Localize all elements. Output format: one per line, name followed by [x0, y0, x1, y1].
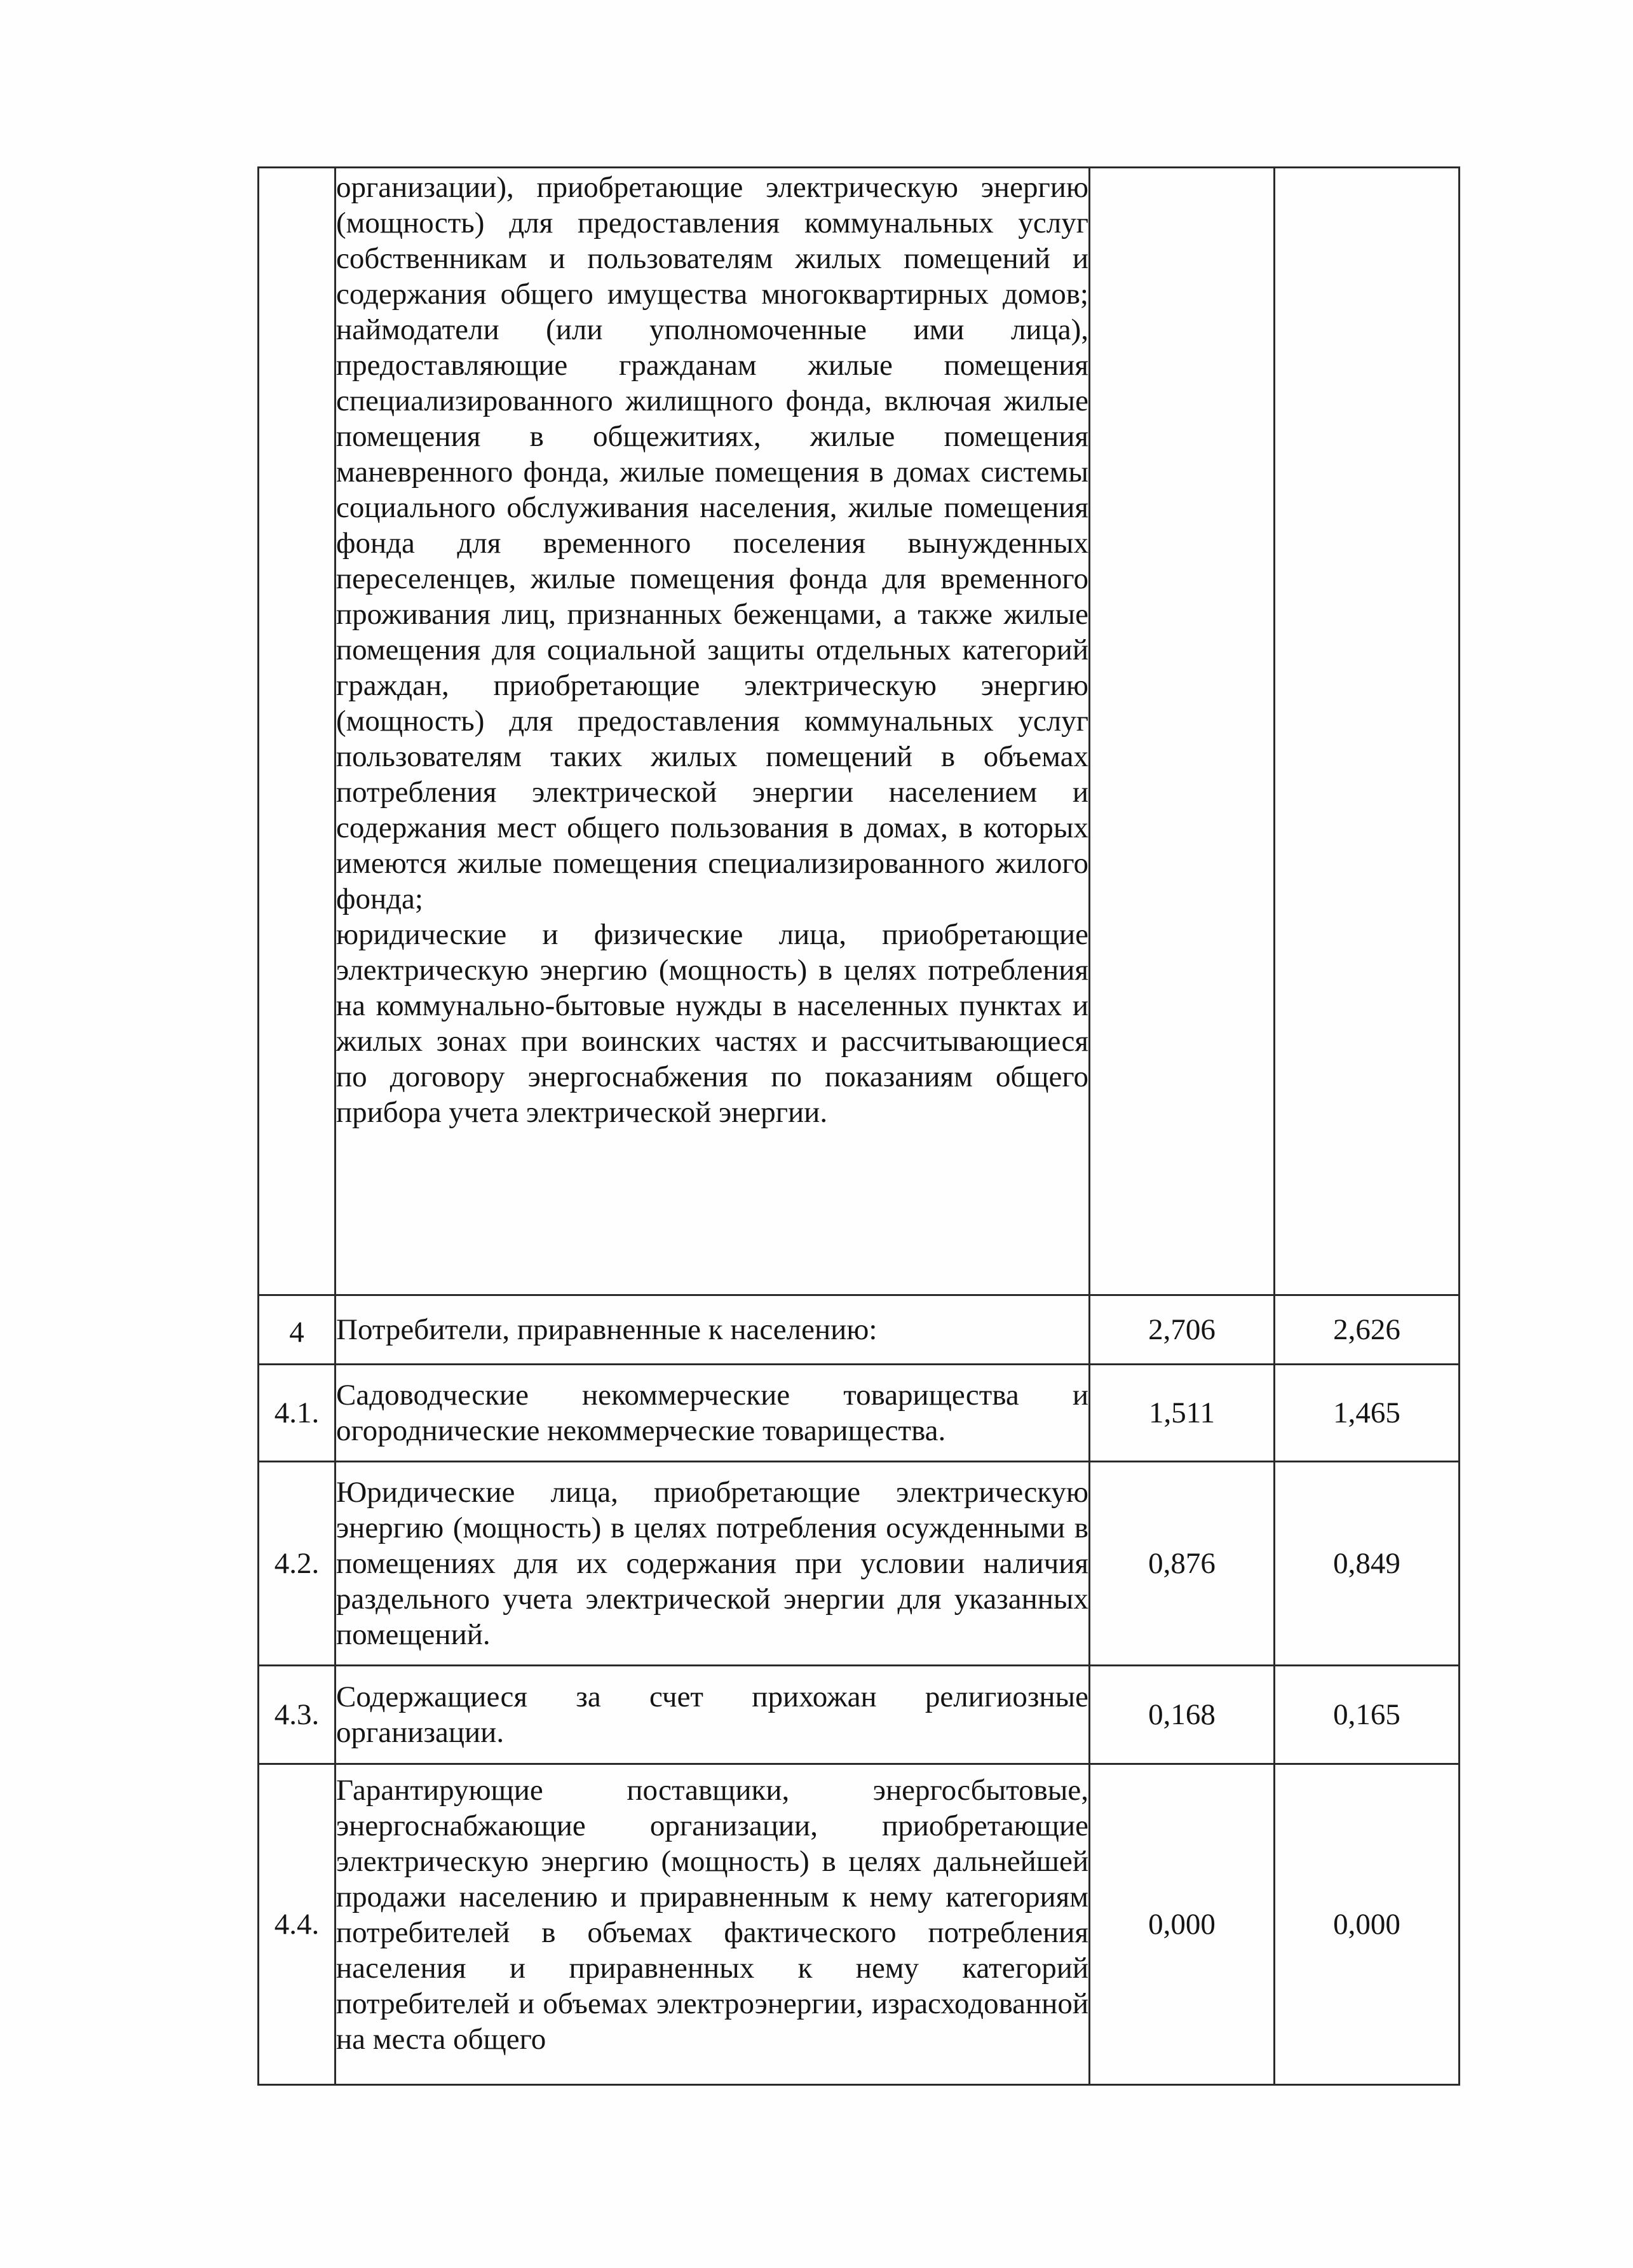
row-number [259, 168, 335, 1295]
row-description: Садоводческие некоммерческие товарищества и огороднические некоммерческие товарищества. [335, 1365, 1090, 1462]
row-description [335, 168, 1090, 1295]
value-cell-1 [1090, 168, 1275, 1295]
tariff-table [257, 166, 1460, 2086]
table-row [259, 1365, 1460, 1462]
table-row [259, 1462, 1460, 1666]
table-row [259, 168, 1460, 1295]
value-cell-1: 1,511 [1090, 1365, 1275, 1462]
value-cell-2: 2,626 [1275, 1295, 1460, 1365]
value-cell-1: 0,000 [1090, 1764, 1275, 2085]
description-paragraph: юридические и физические лица, приобретающие электрическую энергию (мощность) в целях потребления на коммунально-бытовые нужды в населенных пунктах и жилых зонах при воинских частях и рассчитывающиеся по договору энергоснабжения по показаниям общего прибора учета электрической энергии. [336, 918, 1088, 1129]
value-cell-2: 1,465 [1275, 1365, 1460, 1462]
value-cell-2 [1275, 168, 1460, 1295]
row-number: 4 [259, 1295, 335, 1365]
table-row [259, 1295, 1460, 1365]
value-cell-1: 0,168 [1090, 1666, 1275, 1764]
row-description: Потребители, приравненные к населению: [335, 1295, 1090, 1365]
row-number: 4.3. [259, 1666, 335, 1764]
description-paragraph: организации), приобретающие электрическую энергию (мощность) для предоставления коммунальных услуг собственникам и пользователям жилых помещений и содержания общего имущества многоквартирных домов; наймодатели (или уполномоченные ими лица), предоставляющие гражданам жилые помещения специализированного жилищного фонда, включая жилые помещения в общежитиях, жилые помещения маневренного фонда, жилые помещения в домах системы социального обслуживания населения, жилые помещения фонда для временного поселения вынужденных переселенцев, жилые помещения фонда для временного проживания лиц, признанных беженцами, а также жилые помещения для социальной защиты отдельных категорий граждан, приобретающие электрическую энергию (мощность) для предоставления коммунальных услуг пользователям таких жилых помещений в объемах потребления электрической энергии населением и содержания мест общего пользования в домах, в которых имеются жилые помещения специализированного жилого фонда; [336, 171, 1088, 915]
value-cell-2: 0,000 [1275, 1764, 1460, 2085]
table-row [259, 1764, 1460, 2085]
row-description: Юридические лица, приобретающие электрическую энергию (мощность) в целях потребления осужденными в помещениях для их содержания при условии наличия раздельного учета электрической энергии для указанных помещений. [335, 1462, 1090, 1666]
value-cell-1: 2,706 [1090, 1295, 1275, 1365]
table-row [259, 1666, 1460, 1764]
row-description: Гарантирующие поставщики, энергосбытовые, энергоснабжающие организации, приобретающие электрическую энергию (мощность) в целях дальнейшей продажи населению и приравненным к нему категориям потребителей в объемах фактического потребления населения и приравненных к нему категорий потребителей и объемах электроэнергии, израсходованной на места общего [335, 1764, 1090, 2085]
value-cell-2: 0,849 [1275, 1462, 1460, 1666]
row-number: 4.2. [259, 1462, 335, 1666]
value-cell-2: 0,165 [1275, 1666, 1460, 1764]
row-number: 4.1. [259, 1365, 335, 1462]
value-cell-1: 0,876 [1090, 1462, 1275, 1666]
row-number: 4.4. [259, 1764, 335, 2085]
row-description: Содержащиеся за счет прихожан религиозные организации. [335, 1666, 1090, 1764]
